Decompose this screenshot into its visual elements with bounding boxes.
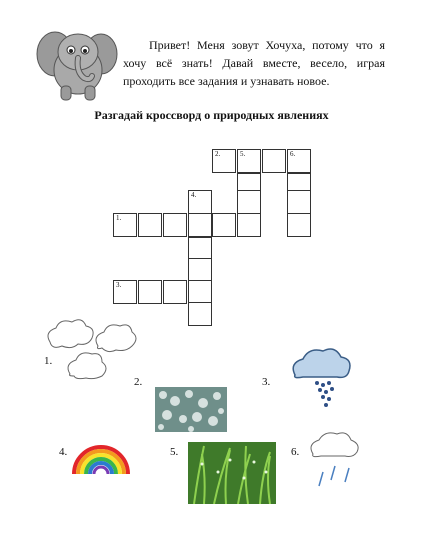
cell-3-4[interactable] (188, 280, 212, 304)
grid-number-6: 6. (290, 150, 296, 158)
cell-1-2[interactable] (138, 213, 162, 237)
grid-number-1: 1. (116, 214, 122, 222)
dew-grass-picture-icon (188, 442, 276, 504)
cell-5-1[interactable] (237, 149, 261, 173)
cell-2-1[interactable] (212, 149, 236, 173)
cell-3-1[interactable] (113, 280, 137, 304)
cell-1-4[interactable] (188, 213, 212, 237)
grid-number-5: 5. (240, 150, 246, 158)
rain-cloud-picture-icon (305, 430, 365, 492)
cell-4-1[interactable] (188, 190, 212, 214)
cell-4-6[interactable] (188, 302, 212, 326)
crossword-heading: Разгадай кроссворд о природных явлениях (94, 108, 329, 122)
cell-6-3[interactable] (287, 190, 311, 214)
grid-number-4: 4. (191, 191, 197, 199)
intro-text: Привет! Меня зовут Хочуха, потому что я хочу всё знать! Давай вместе, весело, играя проходить все задания и узнавать новое. (123, 38, 385, 88)
grid-number-2: 2. (215, 150, 221, 158)
picture-label-1: 1. (44, 355, 53, 367)
cell-6-4[interactable] (287, 213, 311, 237)
snow-cloud-picture-icon (287, 345, 357, 410)
picture-label-6: 6. (291, 446, 300, 458)
grid-number-3: 3. (116, 281, 122, 289)
cell-3-2[interactable] (138, 280, 162, 304)
cell-3-3[interactable] (163, 280, 187, 304)
frost-picture-icon (155, 387, 227, 432)
cell-6-1[interactable] (287, 149, 311, 173)
rainbow-picture-icon (70, 436, 132, 476)
picture-label-4: 4. (59, 446, 68, 458)
cell-1-1[interactable] (113, 213, 137, 237)
picture-label-5: 5. (170, 446, 179, 458)
cell-4-4[interactable] (188, 258, 212, 282)
picture-label-3: 3. (262, 376, 271, 388)
clouds-picture-icon (40, 318, 143, 398)
picture-label-2: 2. (134, 376, 143, 388)
cell-1-3[interactable] (163, 213, 187, 237)
elephant-mascot-icon (33, 22, 123, 104)
cell-2-2[interactable] (262, 149, 286, 173)
cell-5-3[interactable] (237, 190, 261, 214)
cell-1-6[interactable] (237, 213, 261, 237)
cell-1-5[interactable] (212, 213, 236, 237)
